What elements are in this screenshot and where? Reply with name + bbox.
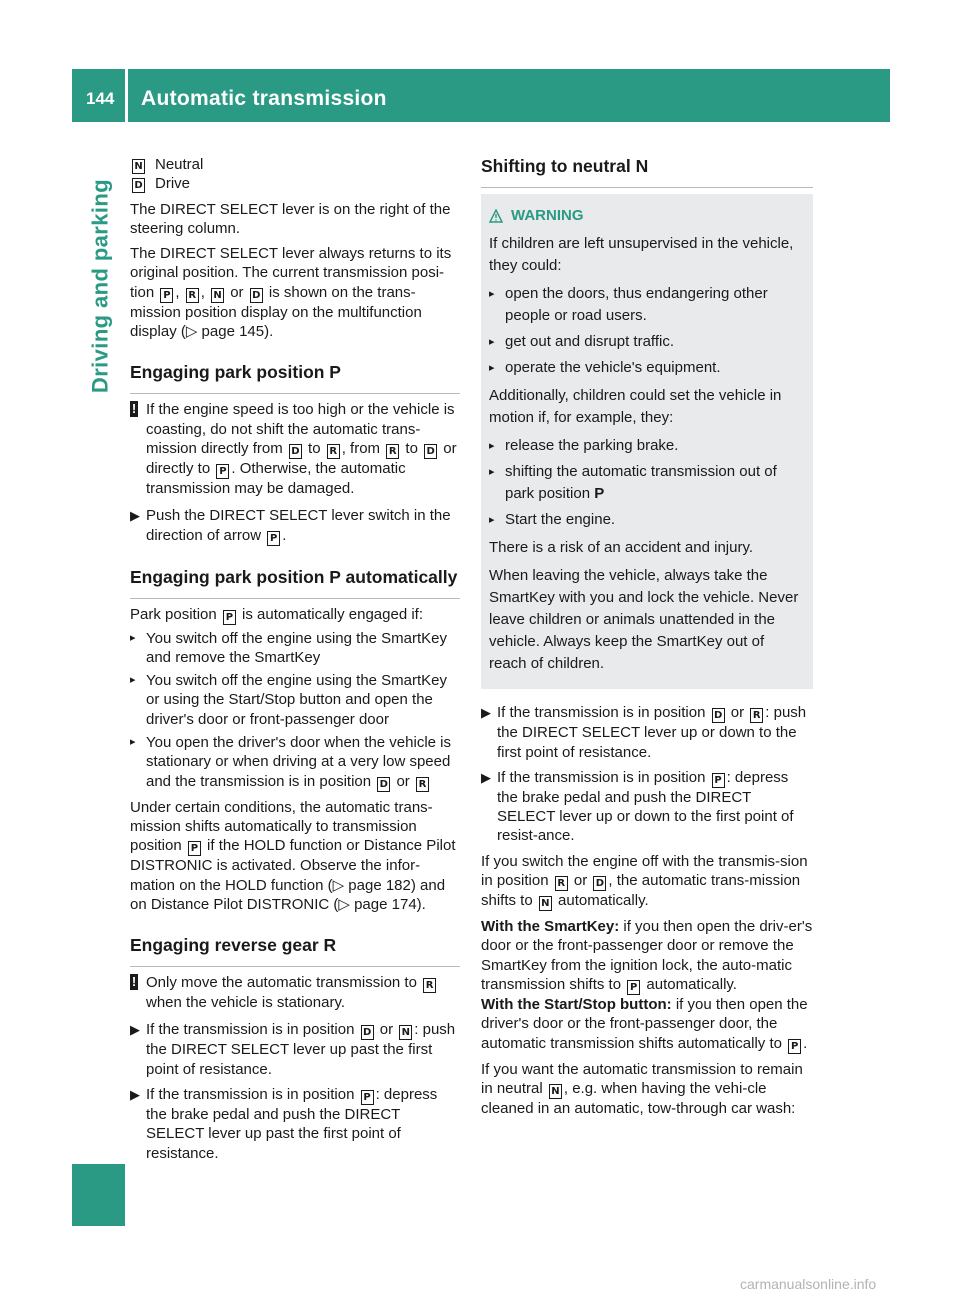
watermark: carmanualsonline.info [740,1276,877,1292]
note-park: ! If the engine speed is too high or the vehicle is coasting, do not shift the automatic trans-mission directly from D to R , from R to D or directly to P . Otherwise, the automatic transmission may be damaged. [131,401,457,497]
lever-location-text: The DIRECT SELECT lever is on the right of the steering column. [130,200,451,237]
heading-park-position: Engaging park position P [130,361,460,394]
car-wash-text: If you want the automatic transmission to remain in neutral N , e.g. when having the vehi-cle cleaned in an automatic, tow-through car wash: [481,1060,803,1117]
engine-off-text: If you switch the engine off with the transmis-sion in position R or D , the automatic trans-mission shifts to N automatically. [481,852,808,910]
list-item: ▸ release the parking brake. [489,435,805,457]
step-arrow-icon: ▶ [130,508,140,524]
step-neutral-1: ▶ If the transmission is in position D or R : push the DIRECT SELECT lever up or down to the first point of resistance. [481,704,807,761]
right-column [481,155,813,1124]
header-divider [125,69,128,122]
heading-neutral: Shifting to neutral N [481,155,813,188]
section-side-label: Driving and parking [87,178,113,394]
auto-intro: Park position P is automatically engaged if: [130,605,423,623]
side-tab-block [72,1164,125,1226]
warning-title: WARNING [511,207,584,224]
list-item: ▸ get out and disrupt traffic. [489,331,805,353]
startstop-text: With the Start/Stop button: if you then open the driver's door or the front-passenger door, the automatic transmission shifts automatically to P . [481,995,808,1052]
warning-advice: When leaving the vehicle, always take the SmartKey with you and lock the vehicle. Never leave children or animals unattended in the vehicle. Always keep the SmartKey out of reach of children. [489,567,799,673]
gear-n-key: N [132,159,145,174]
note-reverse: ! Only move the automatic transmission to R when the vehicle is stationary. [130,973,460,1012]
gear-d-label: Drive [155,175,191,193]
warning-box [481,194,813,689]
caution-icon: ! [131,974,137,990]
warning-header [489,206,805,225]
step-reverse-2: ▶ If the transmission is in position P : depress the brake pedal and push the DIRECT SELECT lever up past the first point of resistance. [130,1086,438,1162]
warning-intro: If children are left unsupervised in the vehicle, they could: [489,235,794,275]
step-arrow-icon: ▶ [481,769,491,785]
heading-reverse: Engaging reverse gear R [130,934,460,967]
step-arrow-icon: ▶ [130,1087,140,1103]
gear-n-label: Neutral [155,156,204,173]
list-item: ▸ Start the engine. [489,509,805,531]
step-neutral-2: ▶ If the transmission is in position P : depress the brake pedal and push the DIRECT SELECT lever up or down to the first point of resist-ance. [481,768,794,845]
smartkey-text: With the SmartKey: if you then open the driv-er's door or the front-passenger door or remove the SmartKey from the ignition lock, the auto-matic transmission shifts to P automatically. [481,918,813,993]
warning-list-2 [489,435,805,531]
chapter-title: Automatic transmission [141,87,387,110]
list-item: ▸ You switch off the engine using the SmartKey and remove the SmartKey [130,629,460,668]
lever-return-text: The DIRECT SELECT lever always returns to its original position. The current transmission posi-tion P , R , N or D is shown on the trans-mission position display on the multifunction display (▷ page 145). [130,245,452,341]
gear-drive-row [130,174,460,193]
caution-icon: ! [131,401,137,417]
left-column [130,155,460,1169]
step-arrow-icon: ▶ [481,705,491,721]
step-reverse-1: ▶ If the transmission is in position D or N : push the DIRECT SELECT lever up past the first point of resistance. [130,1021,456,1078]
heading-park-auto: Engaging park position P automatically [130,566,460,599]
page-ref-145[interactable]: is shown on the trans-mission position display on the multifunction display (▷ page 145). [130,283,422,341]
gear-neutral-row [130,155,460,174]
warning-list-1 [489,283,805,379]
auto-conditions-text: Under certain conditions, the automatic trans-mission shifts automatically to transmission position P if the HOLD function or Distance Pilot DISTRONIC is activated. Observe the infor-mation on the HOLD function (▷ page 182) and on Distance Pilot DISTRONIC (▷ page 174). [130,798,456,913]
list-item: ▸ shifting the automatic transmission out of park position P [489,461,805,505]
list-item: ▸ open the doors, thus endangering other people or road users. [489,283,805,327]
list-item: ▸ operate the vehicle's equipment. [489,357,805,379]
warning-risk: There is a risk of an accident and injury. [489,539,754,557]
auto-conditions-list [130,629,460,792]
warning-triangle-icon [489,209,503,223]
step-arrow-icon: ▶ [130,1022,140,1038]
list-item: ▸ You switch off the engine using the SmartKey or using the Start/Stop button and open the driver's door or front-passenger door [130,671,460,729]
gear-d-key: D [132,178,145,193]
page-number: 144 [86,89,115,108]
list-item: ▸ You open the driver's door when the vehicle is stationary or when driving at a very low speed and the transmission is in position D or R [130,733,460,792]
step-push-lever: ▶ Push the DIRECT SELECT lever switch in the direction of arrow P . [130,507,451,544]
warning-additional: Additionally, children could set the vehicle in motion if, for example, they: [489,387,782,427]
